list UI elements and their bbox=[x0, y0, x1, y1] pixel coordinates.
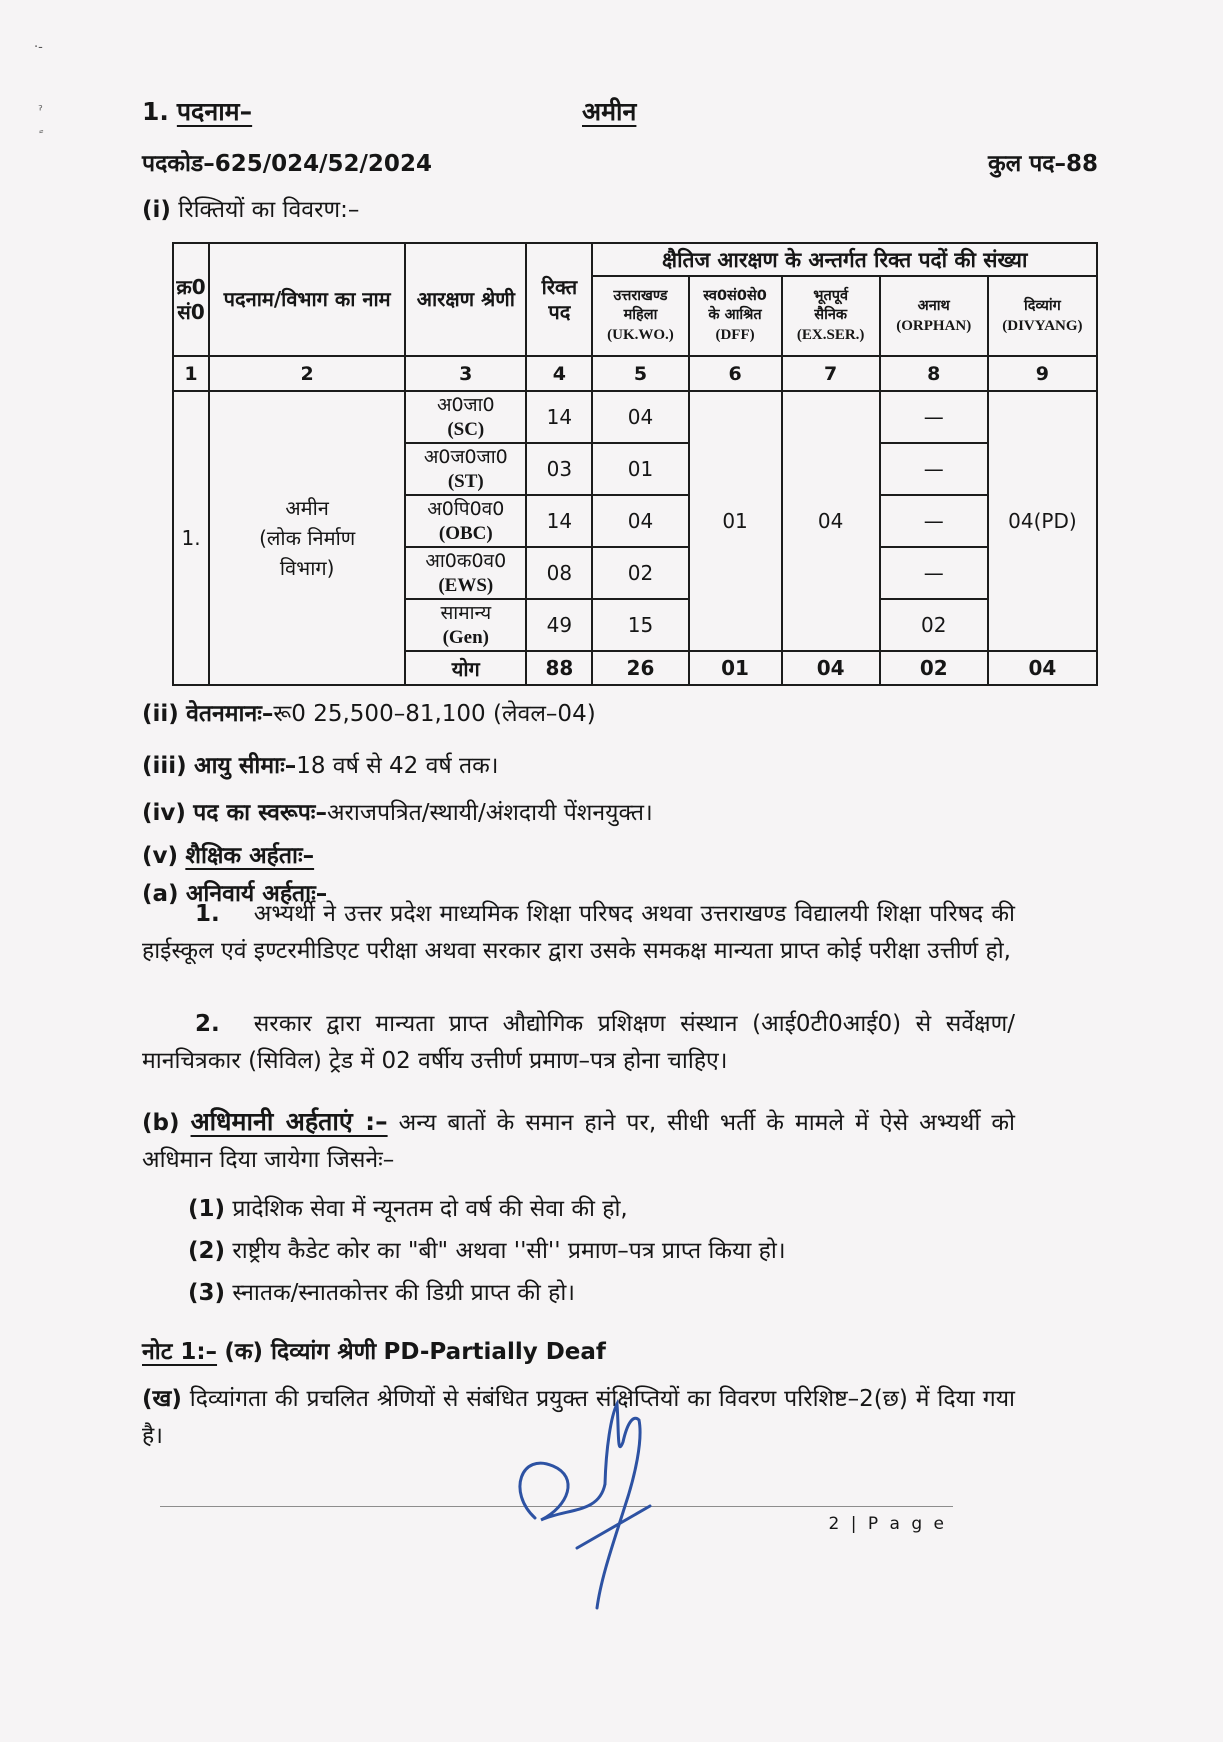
page-number: 2 | P a g e bbox=[828, 1514, 947, 1534]
header-post: पदनाम/विभाग का नाम bbox=[209, 243, 405, 356]
note-1: नोट 1:– (क) दिव्यांग श्रेणी PD-Partially Deaf bbox=[142, 1339, 606, 1365]
header-dff: स्व0सं0से0 के आश्रित (DFF) bbox=[689, 276, 782, 356]
heading-number: 1. bbox=[142, 97, 169, 126]
category-cell: अ0ज0जा0 (ST) bbox=[405, 443, 526, 495]
column-index-row: 1 2 3 4 5 6 7 8 9 bbox=[173, 356, 1097, 391]
vacancy-table bbox=[172, 242, 1098, 686]
preference-list bbox=[188, 1191, 786, 1317]
dff-merged-cell: 01 bbox=[689, 391, 782, 651]
divyang-merged-cell: 04(PD) bbox=[988, 391, 1097, 651]
section-educational-qualification: (v) शैक्षिक अर्हताः– bbox=[142, 843, 315, 869]
signature bbox=[505, 1396, 700, 1631]
list-item: (2) राष्ट्रीय कैडेट कोर का "बी" अथवा ''सी'' प्रमाण–पत्र प्राप्त किया हो। bbox=[188, 1238, 786, 1264]
table-row-sc: 1. अमीन (लोक निर्माण विभाग) अ0जा0 (SC) 14 04 01 04 — 04(PD) bbox=[173, 391, 1097, 443]
intro-number: (i) bbox=[142, 197, 171, 223]
header-horizontal-group: क्षैतिज आरक्षण के अन्तर्गत रिक्त पदों की संख्या bbox=[592, 243, 1097, 276]
header-serial: क्र0 सं0 bbox=[173, 243, 209, 356]
note-kha: (ख) दिव्यांगता की प्रचलित श्रेणियों से संबंधित प्रयुक्त संक्षिप्तियों का विवरण परिशिष्ट–2(छ) में दिया गया है। bbox=[142, 1386, 1015, 1449]
page-heading bbox=[142, 94, 1082, 128]
table-row-gen: सामान्य (Gen) 49 15 02 bbox=[173, 599, 1097, 651]
list-item: (1) प्रादेशिक सेवा में न्यूनतम दो वर्ष की सेवा की हो, bbox=[188, 1196, 628, 1222]
table-row-st: अ0ज0जा0 (ST) 03 01 — bbox=[173, 443, 1097, 495]
section-preferential-qualification: (b) अधिमानी अर्हताएं :– अन्य बातों के समान हाने पर, सीधी भर्ती के मामले में ऐसे अभ्यर्थी को अधिमान दिया जायेगा जिसनेः– bbox=[142, 1107, 1015, 1173]
category-cell: अ0पि0व0 (OBC) bbox=[405, 495, 526, 547]
post-title: अमीन bbox=[582, 97, 637, 126]
scan-artifact: ·- bbox=[34, 40, 43, 55]
section-essential-qualification: (a) अनिवार्य अर्हताः– bbox=[142, 881, 328, 907]
section-pay-scale: (ii) वेतनमानः–रू0 25,500–81,100 (लेवल–04) bbox=[142, 701, 596, 727]
category-cell: सामान्य (Gen) bbox=[405, 599, 526, 651]
category-cell: अ0जा0 (SC) bbox=[405, 391, 526, 443]
scan-artifact: ˀ bbox=[38, 104, 43, 119]
table-row-ews: आ0क0व0 (EWS) 08 02 — bbox=[173, 547, 1097, 599]
section-age-limit: (iii) आयु सीमाः–18 वर्ष से 42 वर्ष तक। bbox=[142, 753, 499, 779]
exser-merged-cell: 04 bbox=[782, 391, 880, 651]
total-posts: कुल पद–88 bbox=[987, 151, 1098, 177]
qualification-para-2: 2. सरकार द्वारा मान्यता प्राप्त औद्योगिक प्रशिक्षण संस्थान (आई0टी0आई0) से सर्वेक्षण/ मानचित्रकार (सिविल) ट्रेड में 02 वर्षीय उत्तीर्ण प्रमाण–पत्र होना चाहिए। bbox=[142, 1011, 1015, 1074]
list-item: (3) स्नातक/स्नातकोत्तर की डिग्री प्राप्त की हो। bbox=[188, 1280, 576, 1306]
header-exser: भूतपूर्व सैनिक (EX.SER.) bbox=[782, 276, 880, 356]
post-name-cell: अमीन (लोक निर्माण विभाग) bbox=[209, 391, 405, 685]
header-ukwo: उत्तराखण्ड महिला (UK.WO.) bbox=[592, 276, 688, 356]
table-header-row bbox=[173, 243, 1097, 276]
header-category: आरक्षण श्रेणी bbox=[405, 243, 526, 356]
header-vacant: रिक्त पद bbox=[526, 243, 592, 356]
intro-text: रिक्तियों का विवरण:– bbox=[178, 197, 360, 223]
post-code: पदकोड–625/024/52/2024 bbox=[142, 151, 432, 177]
category-cell: आ0क0व0 (EWS) bbox=[405, 547, 526, 599]
section-post-nature: (iv) पद का स्वरूपः–अराजपत्रित/स्थायी/अंशदायी पेंशनयुक्त। bbox=[142, 800, 653, 826]
vacancy-intro bbox=[142, 192, 359, 224]
qualification-para-1: 1. अभ्यर्थी ने उत्तर प्रदेश माध्यमिक शिक्षा परिषद अथवा उत्तराखण्ड विद्यालयी शिक्षा परिषद की हाईस्कूल एवं इण्टरमीडिएट परीक्षा अथवा सरकार द्वारा उसके समकक्ष मान्यता प्राप्त कोई परीक्षा उत्तीर्ण हो, bbox=[142, 901, 1015, 964]
serial-cell: 1. bbox=[173, 391, 209, 685]
code-line bbox=[142, 146, 1098, 178]
heading-label: पदनाम– bbox=[176, 97, 253, 126]
table-row-obc: अ0पि0व0 (OBC) 14 04 — bbox=[173, 495, 1097, 547]
table-total-row: योग 88 26 01 04 02 04 bbox=[173, 651, 1097, 685]
header-divyang: दिव्यांग (DIVYANG) bbox=[988, 276, 1097, 356]
header-orphan: अनाथ (ORPHAN) bbox=[880, 276, 988, 356]
